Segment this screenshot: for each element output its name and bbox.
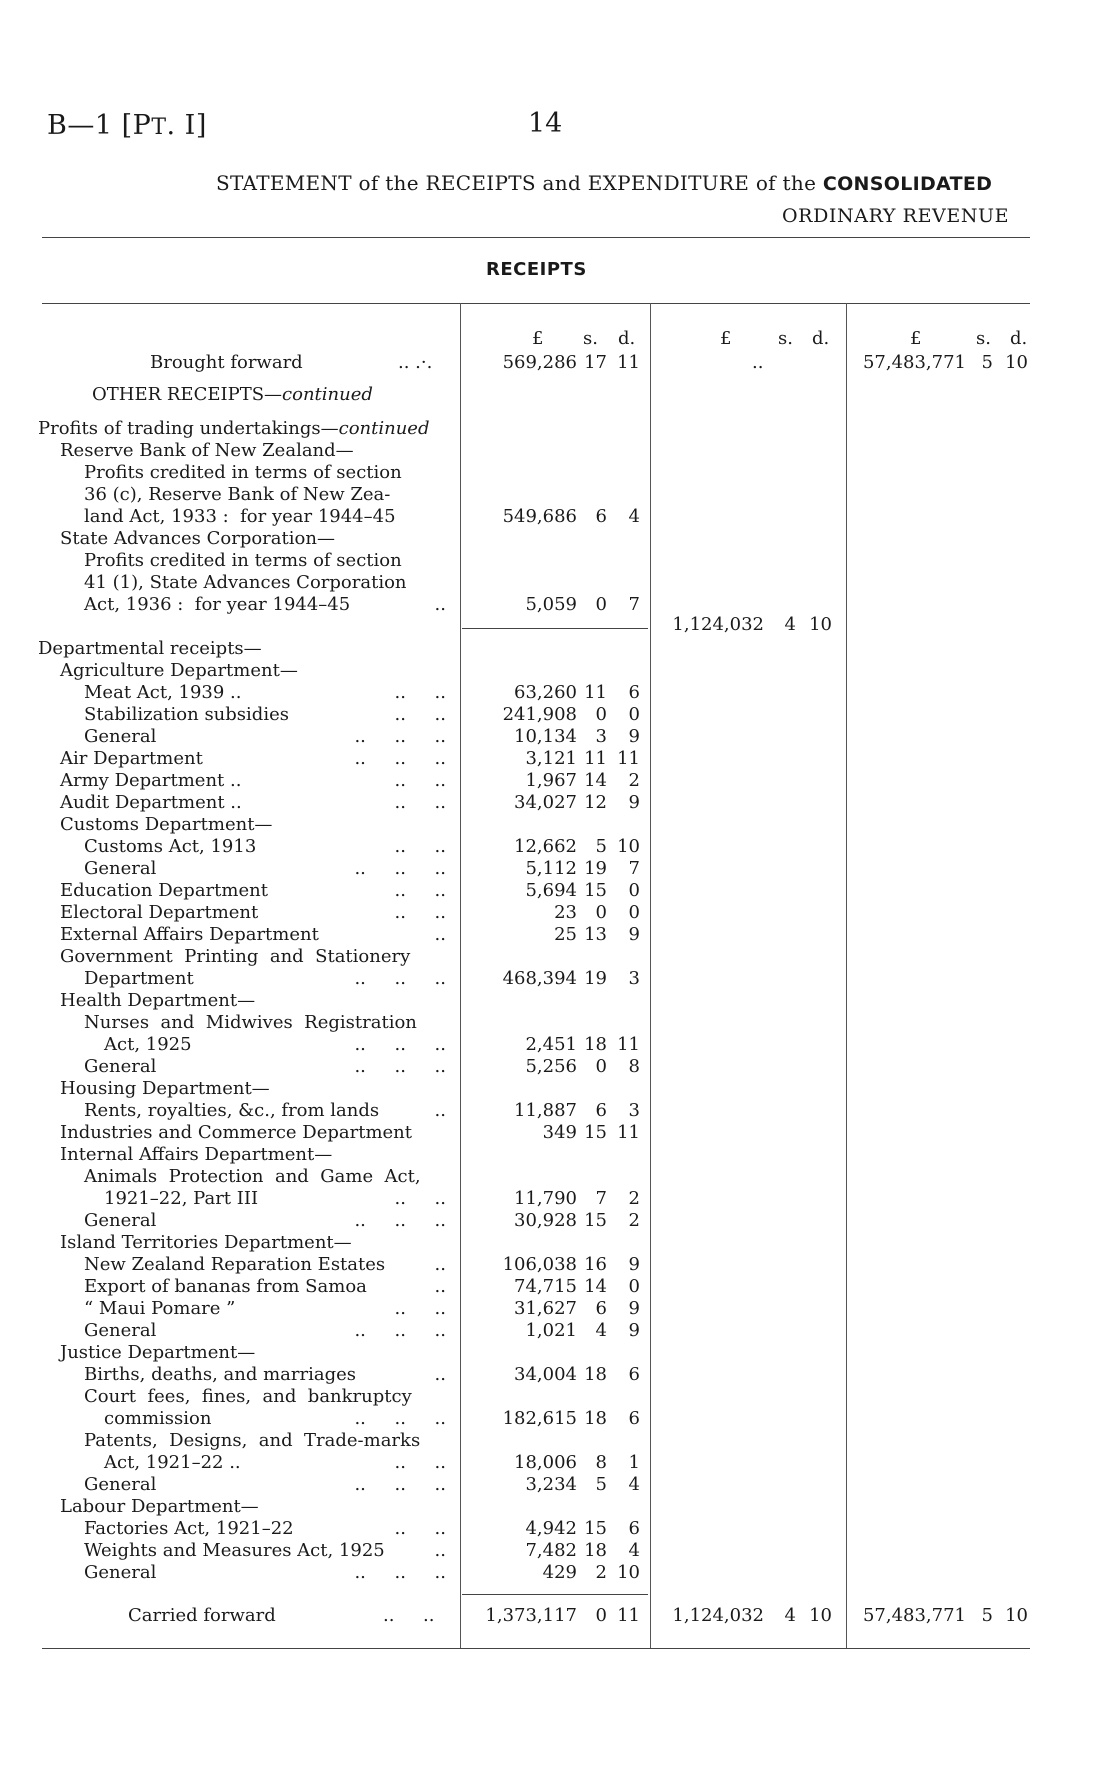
carried-forward-c1-shillings: 0 (595, 1605, 607, 1626)
table-row (0, 1078, 1114, 1100)
row-leader-dots: .. .. .. (354, 1056, 446, 1077)
row-description: Act, 1925 (104, 1034, 192, 1055)
table-row (0, 1342, 1114, 1364)
document-reference: B—1 [PT. I] (47, 110, 207, 141)
table-row (0, 1056, 1114, 1078)
row-description: Audit Department .. (60, 792, 242, 813)
row-leader-dots: .. .. (394, 792, 446, 813)
row-description: 41 (1), State Advances Corporation (84, 572, 407, 593)
brought-forward-c2-dots: .. (752, 352, 764, 373)
row-pounds: 3,234 (525, 1474, 577, 1495)
row-pence: 9 (628, 1320, 640, 1341)
row-pounds: 241,908 (502, 704, 577, 725)
row-leader-dots: .. .. .. (354, 1408, 446, 1429)
col1-pence-header: d. (618, 328, 636, 349)
table-row (0, 1408, 1114, 1430)
row-pounds: 349 (542, 1122, 577, 1143)
row-description: State Advances Corporation— (60, 528, 335, 549)
row-pence: 3 (628, 968, 640, 989)
table-row (0, 1100, 1114, 1122)
row-leader-dots: .. .. (394, 1452, 446, 1473)
row-pounds: 11,887 (514, 1100, 577, 1121)
table-row (0, 1254, 1114, 1276)
row-pounds: 74,715 (514, 1276, 577, 1297)
brought-forward-label: Brought forward (150, 352, 303, 373)
row-shillings: 5 (595, 836, 607, 857)
row-leader-dots: .. .. (394, 902, 446, 923)
table-row (0, 748, 1114, 770)
row-description: External Affairs Department (60, 924, 319, 945)
row-pounds: 11,790 (514, 1188, 577, 1209)
brought-forward-c3-pence: 10 (1005, 352, 1028, 373)
brought-forward-c3-pounds: 57,483,771 (862, 352, 966, 373)
row-description: Meat Act, 1939 .. (84, 682, 242, 703)
row-pounds: 4,942 (525, 1518, 577, 1539)
row-description: Housing Department— (60, 1078, 270, 1099)
table-bottom-rule (42, 1648, 1030, 1649)
row-description: Profits of trading undertakings—continued (38, 418, 430, 439)
carried-forward-c3-shillings: 5 (981, 1605, 993, 1626)
table-row (0, 1540, 1114, 1562)
table-row (0, 726, 1114, 748)
row-description: General (84, 726, 157, 747)
row-description: New Zealand Reparation Estates (84, 1254, 386, 1275)
row-leader-dots: .. .. (394, 1298, 446, 1319)
row-pence: 2 (628, 770, 640, 791)
table-row (0, 1034, 1114, 1056)
table-row (0, 1210, 1114, 1232)
table-row (0, 1496, 1114, 1518)
table-row (0, 1298, 1114, 1320)
row-leader-dots: .. (434, 1540, 446, 1561)
row-shillings: 13 (584, 924, 607, 945)
row-shillings: 18 (584, 1540, 607, 1561)
table-row (0, 946, 1114, 968)
row-pounds: 23 (554, 902, 577, 923)
table-row (0, 572, 1114, 594)
row-pounds: 5,112 (525, 858, 577, 879)
row-pounds: 10,134 (514, 726, 577, 747)
table-row (0, 902, 1114, 924)
row-description: Industries and Commerce Department (60, 1122, 413, 1143)
row-shillings: 8 (595, 1452, 607, 1473)
table-row (0, 1474, 1114, 1496)
row-description: 1921–22, Part III (104, 1188, 259, 1209)
row-shillings: 3 (595, 726, 607, 747)
table-row (0, 1276, 1114, 1298)
table-row (0, 1144, 1114, 1166)
table-row (0, 770, 1114, 792)
row-leader-dots: .. .. .. (354, 748, 446, 769)
table-row (0, 858, 1114, 880)
row-description: Rents, royalties, &c., from lands (84, 1100, 380, 1121)
table-row (0, 990, 1114, 1012)
row-pence: 2 (628, 1188, 640, 1209)
row-description: General (84, 1474, 157, 1495)
carried-forward-label: Carried forward (128, 1605, 276, 1626)
row-description: Labour Department— (60, 1496, 259, 1517)
subtotal-c2-shillings: 4 (784, 614, 796, 635)
table-row (0, 1122, 1114, 1144)
row-pence: 0 (628, 1276, 640, 1297)
row-pounds: 1,021 (525, 1320, 577, 1341)
table-row (0, 792, 1114, 814)
col2-shilling-header: s. (778, 328, 793, 349)
brought-forward-c1-pence: 11 (617, 352, 640, 373)
row-description: Act, 1936 : for year 1944–45 (84, 594, 351, 615)
table-row (0, 440, 1114, 462)
row-shillings: 0 (595, 1056, 607, 1077)
row-leader-dots: .. .. (394, 836, 446, 857)
row-description: General (84, 1210, 157, 1231)
row-pence: 11 (617, 748, 640, 769)
row-pence: 2 (628, 1210, 640, 1231)
row-pounds: 3,121 (525, 748, 577, 769)
page-number: 14 (528, 108, 563, 139)
row-description: Animals Protection and Game Act, (84, 1166, 421, 1187)
row-pence: 6 (628, 1408, 640, 1429)
table-row (0, 528, 1114, 550)
row-pence: 10 (617, 1562, 640, 1583)
carried-forward-c1-pounds: 1,373,117 (485, 1605, 577, 1626)
row-description: General (84, 858, 157, 879)
row-pounds: 7,482 (525, 1540, 577, 1561)
row-description: Government Printing and Stationery (60, 946, 411, 967)
row-shillings: 5 (595, 1474, 607, 1495)
table-row (0, 1320, 1114, 1342)
row-pounds: 1,967 (525, 770, 577, 791)
row-pence: 11 (617, 1122, 640, 1143)
row-shillings: 0 (595, 594, 607, 615)
row-description: Air Department (60, 748, 203, 769)
row-pounds: 34,027 (514, 792, 577, 813)
table-top-rule (42, 303, 1030, 304)
row-pence: 11 (617, 1034, 640, 1055)
carried-forward-c3-pounds: 57,483,771 (862, 1605, 966, 1626)
row-pounds: 2,451 (525, 1034, 577, 1055)
row-description: Internal Affairs Department— (60, 1144, 333, 1165)
row-leader-dots: .. .. .. (354, 1034, 446, 1055)
row-shillings: 16 (584, 1254, 607, 1275)
row-shillings: 18 (584, 1034, 607, 1055)
row-description: Customs Act, 1913 (84, 836, 257, 857)
table-row (0, 1166, 1114, 1188)
row-pounds: 182,615 (502, 1408, 577, 1429)
row-shillings: 2 (595, 1562, 607, 1583)
row-pence: 6 (628, 682, 640, 703)
col2-pound-header: £ (720, 328, 732, 349)
table-row (0, 1452, 1114, 1474)
row-pence: 4 (628, 1474, 640, 1495)
carried-forward-c1-pence: 11 (617, 1605, 640, 1626)
row-pence: 6 (628, 1518, 640, 1539)
row-shillings: 6 (595, 506, 607, 527)
row-shillings: 11 (584, 748, 607, 769)
row-description: Army Department .. (60, 770, 242, 791)
carried-forward-dots: .. .. (383, 1605, 435, 1626)
row-leader-dots: .. .. .. (354, 726, 446, 747)
table-row (0, 1364, 1114, 1386)
row-pence: 7 (628, 858, 640, 879)
row-pence: 0 (628, 880, 640, 901)
section-heading: RECEIPTS (486, 259, 587, 280)
row-description: Profits credited in terms of section (84, 462, 402, 483)
row-leader-dots: .. .. (394, 880, 446, 901)
table-row (0, 594, 1114, 616)
row-description: Factories Act, 1921–22 (84, 1518, 294, 1539)
row-pounds: 18,006 (514, 1452, 577, 1473)
row-pounds: 549,686 (502, 506, 577, 527)
table-row (0, 924, 1114, 946)
table-row (0, 506, 1114, 528)
statement-subtitle: ORDINARY REVENUE (782, 205, 1010, 227)
row-leader-dots: .. .. (394, 770, 446, 791)
row-shillings: 11 (584, 682, 607, 703)
subtotal-c2-pounds: 1,124,032 (672, 614, 764, 635)
brought-forward-c1-shillings: 17 (584, 352, 607, 373)
row-leader-dots: .. .. .. (354, 1562, 446, 1583)
table-row (0, 814, 1114, 836)
row-leader-dots: .. .. (394, 704, 446, 725)
table-row (0, 1562, 1114, 1584)
col3-pence-header: d. (1010, 328, 1028, 349)
row-description: General (84, 1562, 157, 1583)
row-shillings: 4 (595, 1320, 607, 1341)
row-leader-dots: .. (434, 1254, 446, 1275)
row-pence: 4 (628, 1540, 640, 1561)
row-pounds: 468,394 (502, 968, 577, 989)
row-pence: 9 (628, 792, 640, 813)
row-description: General (84, 1320, 157, 1341)
row-leader-dots: .. .. .. (354, 1320, 446, 1341)
brought-forward-c1-pounds: 569,286 (502, 352, 577, 373)
row-description: Departmental receipts— (38, 638, 262, 659)
row-pence: 9 (628, 924, 640, 945)
row-pounds: 429 (542, 1562, 577, 1583)
row-description: Patents, Designs, and Trade-marks (84, 1430, 421, 1451)
other-receipts-heading: OTHER RECEIPTS—continued (92, 384, 373, 405)
row-pence: 7 (628, 594, 640, 615)
row-pounds: 5,256 (525, 1056, 577, 1077)
row-shillings: 0 (595, 902, 607, 923)
table-row (0, 1012, 1114, 1034)
row-pounds: 63,260 (514, 682, 577, 703)
row-shillings: 18 (584, 1408, 607, 1429)
row-leader-dots: .. (434, 594, 446, 615)
table-row (0, 638, 1114, 660)
row-leader-dots: .. (434, 1100, 446, 1121)
row-description: Education Department (60, 880, 268, 901)
brought-forward-dots: .. .·. (398, 352, 433, 373)
row-shillings: 15 (584, 880, 607, 901)
row-description: commission (104, 1408, 212, 1429)
row-description: General (84, 1056, 157, 1077)
table-row (0, 1188, 1114, 1210)
row-pounds: 31,627 (514, 1298, 577, 1319)
table-row (0, 550, 1114, 572)
row-description: Nurses and Midwives Registration (84, 1012, 417, 1033)
carried-forward-c2-shillings: 4 (784, 1605, 796, 1626)
row-shillings: 18 (584, 1364, 607, 1385)
row-description: Electoral Department (60, 902, 259, 923)
row-description: land Act, 1933 : for year 1944–45 (84, 506, 396, 527)
row-description: Profits credited in terms of section (84, 550, 402, 571)
row-shillings: 19 (584, 858, 607, 879)
statement-title: STATEMENT of the RECEIPTS and EXPENDITURE of the CONSOLIDATED (216, 171, 993, 195)
table-row (0, 484, 1114, 506)
row-description: Births, deaths, and marriages (84, 1364, 356, 1385)
row-pounds: 34,004 (514, 1364, 577, 1385)
col1-pound-header: £ (532, 328, 544, 349)
table-row (0, 968, 1114, 990)
table-row (0, 418, 1114, 440)
subtotal-c2-row (0, 614, 1114, 636)
row-leader-dots: .. (434, 924, 446, 945)
row-pounds: 30,928 (514, 1210, 577, 1231)
row-pence: 3 (628, 1100, 640, 1121)
row-pence: 1 (628, 1452, 640, 1473)
row-pence: 8 (628, 1056, 640, 1077)
row-shillings: 19 (584, 968, 607, 989)
row-shillings: 15 (584, 1122, 607, 1143)
row-shillings: 15 (584, 1210, 607, 1231)
col2-pence-header: d. (812, 328, 830, 349)
row-shillings: 6 (595, 1298, 607, 1319)
table-row (0, 682, 1114, 704)
row-description: Reserve Bank of New Zealand— (60, 440, 354, 461)
table-row (0, 1232, 1114, 1254)
row-pence: 0 (628, 902, 640, 923)
row-pence: 4 (628, 506, 640, 527)
table-row (0, 462, 1114, 484)
row-shillings: 6 (595, 1100, 607, 1121)
row-pence: 10 (617, 836, 640, 857)
row-shillings: 14 (584, 770, 607, 791)
row-description: Stabilization subsidies (84, 704, 289, 725)
row-pence: 9 (628, 1298, 640, 1319)
subtotal-c2-pence: 10 (809, 614, 832, 635)
carried-forward-c3-pence: 10 (1005, 1605, 1028, 1626)
col3-pound-header: £ (910, 328, 922, 349)
row-pence: 6 (628, 1364, 640, 1385)
row-pounds: 12,662 (514, 836, 577, 857)
row-pence: 0 (628, 704, 640, 725)
title-rule (42, 237, 1030, 238)
row-pounds: 106,038 (502, 1254, 577, 1275)
col1-shilling-header: s. (583, 328, 598, 349)
row-description: Island Territories Department— (60, 1232, 352, 1253)
table-row (0, 660, 1114, 682)
carried-forward-row (0, 1605, 1114, 1627)
row-leader-dots: .. .. (394, 1188, 446, 1209)
row-description: Weights and Measures Act, 1925 (84, 1540, 385, 1561)
row-description: Court fees, fines, and bankruptcy (84, 1386, 412, 1407)
table-row (0, 1386, 1114, 1408)
row-shillings: 15 (584, 1518, 607, 1539)
carried-forward-rule-c1 (462, 1594, 648, 1595)
row-pounds: 5,059 (525, 594, 577, 615)
table-row (0, 1430, 1114, 1452)
row-description: Agriculture Department— (60, 660, 298, 681)
row-shillings: 12 (584, 792, 607, 813)
table-row (0, 880, 1114, 902)
row-description: “ Maui Pomare ” (84, 1298, 236, 1319)
brought-forward-row (0, 352, 1114, 374)
row-pence: 9 (628, 1254, 640, 1275)
row-pence: 9 (628, 726, 640, 747)
row-leader-dots: .. .. (394, 682, 446, 703)
row-pounds: 5,694 (525, 880, 577, 901)
row-description: Act, 1921–22 .. (104, 1452, 241, 1473)
row-pounds: 25 (554, 924, 577, 945)
row-leader-dots: .. (434, 1276, 446, 1297)
row-leader-dots: .. .. .. (354, 858, 446, 879)
row-description: Justice Department— (60, 1342, 256, 1363)
table-row (0, 704, 1114, 726)
table-row (0, 836, 1114, 858)
row-leader-dots: .. .. .. (354, 968, 446, 989)
table-row (0, 1518, 1114, 1540)
row-description: Department (84, 968, 194, 989)
brought-forward-c3-shillings: 5 (981, 352, 993, 373)
row-description: 36 (c), Reserve Bank of New Zea- (84, 484, 391, 505)
row-description: Health Department— (60, 990, 256, 1011)
row-leader-dots: .. (434, 1364, 446, 1385)
row-shillings: 7 (595, 1188, 607, 1209)
row-leader-dots: .. .. (394, 1518, 446, 1539)
carried-forward-c2-pounds: 1,124,032 (672, 1605, 764, 1626)
row-shillings: 0 (595, 704, 607, 725)
carried-forward-c2-pence: 10 (809, 1605, 832, 1626)
row-shillings: 14 (584, 1276, 607, 1297)
row-description: Customs Department— (60, 814, 273, 835)
row-leader-dots: .. .. .. (354, 1474, 446, 1495)
row-description: Export of bananas from Samoa (84, 1276, 367, 1297)
row-leader-dots: .. .. .. (354, 1210, 446, 1231)
col3-shilling-header: s. (976, 328, 991, 349)
